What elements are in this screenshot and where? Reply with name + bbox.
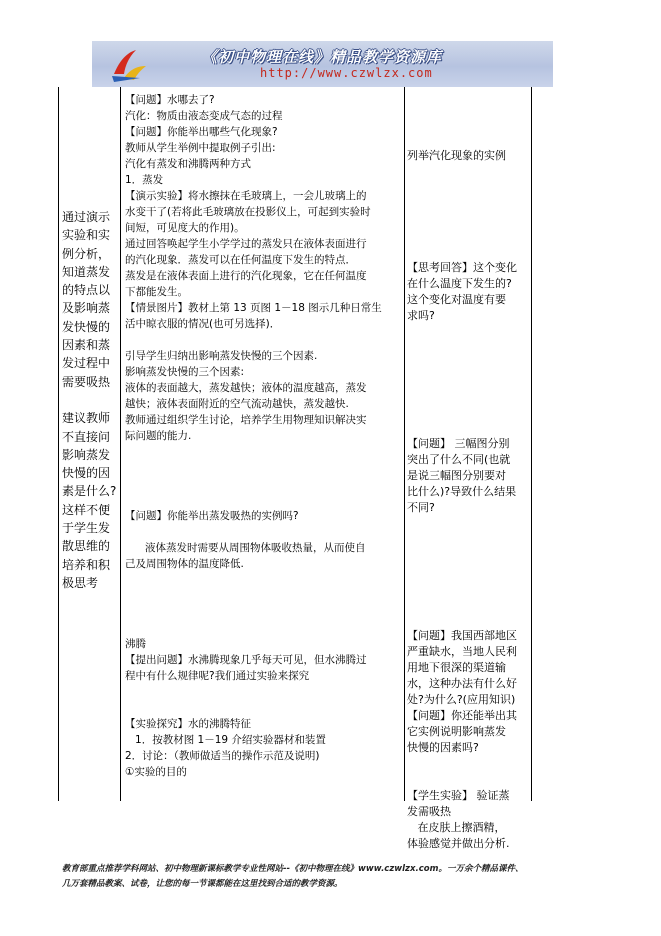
col2-line: 的汽化现象．蒸发可以在任何温度下发生的特点．	[125, 254, 356, 266]
table-border-left	[58, 87, 59, 801]
col2-line: 1．蒸发	[125, 174, 164, 186]
col3-line	[407, 244, 530, 260]
col2-line	[125, 572, 403, 588]
col2-line: 活中晾衣服的情况(也可另选择)．	[125, 318, 281, 330]
banner-url: http://www.czwlzx.com	[260, 66, 433, 80]
col3-line	[407, 596, 530, 612]
col2-line: 【提出问题】水沸腾现象几乎每天可见，但水沸腾过	[125, 654, 367, 666]
col3-line: 是说三幅图分别要对	[407, 469, 506, 482]
col2-line: 教师从学生举例中提取例子引出:	[125, 142, 276, 154]
col2-line: 间短，可见度大的作用)。	[125, 222, 245, 234]
footer-line-1: 教育部重点推荐学科网站、初中物理新课标教学专业性网站--《初中物理在线》www.czwlzx.com。一万余个精品课件、	[62, 864, 524, 874]
col2-line: 引导学生归纳出影响蒸发快慢的三个因素.	[125, 350, 318, 362]
col3-line: 在什么温度下发生的?	[407, 277, 512, 290]
col1-line: 快慢的因	[62, 466, 111, 481]
col1-line: 极思考	[62, 575, 99, 590]
footer-line-2: 几万套精品教案、试卷，让您的每一节课都能在这里找到合适的教学资源。	[62, 879, 343, 889]
col2-line: 【实验探究】水的沸腾特征	[125, 718, 251, 730]
col2-line: 水变干了(若将此毛玻璃放在投影仪上，可起到实验时	[125, 206, 371, 218]
col2-line: 影响蒸发快慢的三个因素:	[125, 366, 245, 378]
col3-line: 【学生实验】 验证蒸	[407, 789, 510, 802]
col1-line: 例分析，	[62, 246, 111, 261]
col3-line	[407, 340, 530, 356]
col3-line	[407, 404, 530, 420]
col3-line	[407, 420, 530, 436]
col2-line: 下都能发生。	[125, 286, 188, 298]
col2-line: ①实验的目的	[125, 766, 187, 778]
col3-line	[407, 548, 530, 564]
col1-line: 因素和蒸	[62, 338, 111, 353]
col2-line	[125, 700, 403, 716]
col3-line: 体验感觉并做出分析.	[407, 837, 510, 850]
col3-line: 它实例说明影响蒸发	[407, 725, 506, 738]
col3-line	[407, 164, 530, 180]
col1-line: 及影响蒸	[62, 301, 111, 316]
col2-line: 【问题】水哪去了?	[125, 94, 215, 106]
col3-line: 【问题】你还能举出其	[407, 709, 517, 722]
col1-line: 于学生发	[62, 521, 111, 536]
teaching-process-column	[125, 92, 403, 780]
col2-line: 【问题】你能举出蒸发吸热的实例吗?	[125, 510, 299, 522]
site-banner	[92, 41, 553, 87]
col3-line: 用地下很深的渠道输	[407, 661, 506, 674]
table-border-col2	[120, 87, 121, 801]
col3-line: 【问题】我国西部地区	[407, 629, 517, 642]
col2-line	[125, 332, 403, 348]
col3-line: 在皮肤上擦酒精，	[407, 821, 506, 834]
col2-line: 沸腾	[125, 638, 146, 650]
col3-line: 【思考回答】这个变化	[407, 261, 517, 274]
col3-line	[407, 196, 530, 212]
col2-line: 际问题的能力.	[125, 430, 192, 442]
col1-line: 知道蒸发	[62, 264, 111, 279]
col1-line	[62, 391, 118, 409]
col3-line	[407, 532, 530, 548]
col1-line: 实验和实	[62, 228, 111, 243]
col1-line: 通过演示	[62, 210, 111, 224]
col3-line: 快慢的因素吗?	[407, 741, 479, 754]
col2-line	[125, 460, 403, 476]
col3-line: 突出了什么不同(也就	[407, 453, 511, 466]
col2-line: 汽化：物质由液态变成气态的过程	[125, 110, 283, 122]
col1-line: 影响蒸发	[62, 447, 111, 462]
col2-line: 汽化有蒸发和沸腾两种方式	[125, 158, 251, 170]
col2-line: 液体蒸发时需要从周围物体吸收热量，从而使自	[125, 542, 366, 554]
col2-line: 2．讨论：（教师做适当的操作示范及说明)	[125, 750, 320, 762]
col3-line	[407, 180, 530, 196]
col1-line: 不直接问	[62, 429, 111, 444]
col3-line	[407, 228, 530, 244]
col1-line: 这样不便	[62, 502, 111, 517]
col1-line: 散思维的	[62, 539, 111, 554]
col3-line	[407, 564, 530, 580]
col1-line: 的特点以	[62, 283, 111, 298]
col3-line: 列举汽化现象的实例	[407, 149, 506, 162]
col2-line: 程中有什么规律呢?我们通过实验来探究	[125, 670, 310, 682]
col2-line: 1．按教材图 1－19 介绍实验器材和装置	[125, 734, 326, 746]
col2-line	[125, 588, 403, 604]
col2-line	[125, 476, 403, 492]
col2-line: 通过回答唤起学生小学学过的蒸发只在液体表面进行	[125, 238, 367, 250]
col3-line: 不同?	[407, 501, 435, 514]
col3-line: 比什么)?导致什么结果	[407, 485, 517, 498]
col3-line	[407, 212, 530, 228]
col3-line	[407, 372, 530, 388]
col2-line: 教师通过组织学生讨论，培养学生用物理知识解决实	[125, 414, 367, 426]
col3-line: 严重缺水，当地人民利	[407, 645, 517, 658]
col3-line: 这个变化对温度有要	[407, 293, 506, 306]
col2-line	[125, 684, 403, 700]
col2-line: 蒸发是在液体表面上进行的汽化现象，它在任何温度	[125, 270, 367, 282]
col2-line: 越快；液体表面附近的空气流动越快，蒸发越快.	[125, 398, 349, 410]
col3-line	[407, 388, 530, 404]
col2-line	[125, 524, 403, 540]
col1-line: 发过程中	[62, 356, 111, 371]
table-border-right	[531, 87, 532, 801]
col2-line: 【演示实验】将水擦抹在毛玻璃上，一会儿玻璃上的	[125, 190, 367, 202]
col2-line	[125, 492, 403, 508]
col2-line: 己及周围物体的温度降低.	[125, 558, 244, 570]
col3-line: 求吗?	[407, 309, 435, 322]
col3-line	[407, 612, 530, 628]
col3-line: 发需吸热	[407, 805, 451, 818]
col3-line	[407, 756, 530, 772]
student-activity-column	[407, 148, 530, 852]
col3-line: 水，这种办法有什么好	[407, 677, 517, 690]
col2-line: 液体的表面越大，蒸发越快；液体的温度越高，蒸发	[125, 382, 367, 394]
col3-line	[407, 580, 530, 596]
col1-line: 培养和积	[62, 557, 111, 572]
banner-title: 《初中物理在线》精品教学资源库	[202, 48, 443, 66]
col3-line	[407, 772, 530, 788]
col3-line: 处?为什么?(应用知识)	[407, 693, 516, 706]
page-footer	[62, 862, 602, 892]
col2-line	[125, 444, 403, 460]
col3-line: 【问题】 三幅图分别	[407, 437, 510, 450]
site-logo-icon	[110, 44, 150, 84]
col2-line	[125, 604, 403, 620]
col3-line	[407, 356, 530, 372]
col1-line: 需要吸热	[62, 374, 111, 389]
col1-line: 发快慢的	[62, 319, 111, 334]
col1-line: 素是什么?	[62, 484, 117, 499]
col2-line: 【情景图片】教材上第 13 页图 1－18 图示几种日常生	[125, 302, 382, 314]
design-intent-column	[62, 208, 118, 592]
table-border-col3	[404, 87, 405, 801]
col1-line: 建议教师	[62, 411, 111, 426]
col2-line	[125, 620, 403, 636]
col2-line: 【问题】你能举出哪些气化现象?	[125, 126, 278, 138]
col3-line	[407, 516, 530, 532]
col3-line	[407, 324, 530, 340]
